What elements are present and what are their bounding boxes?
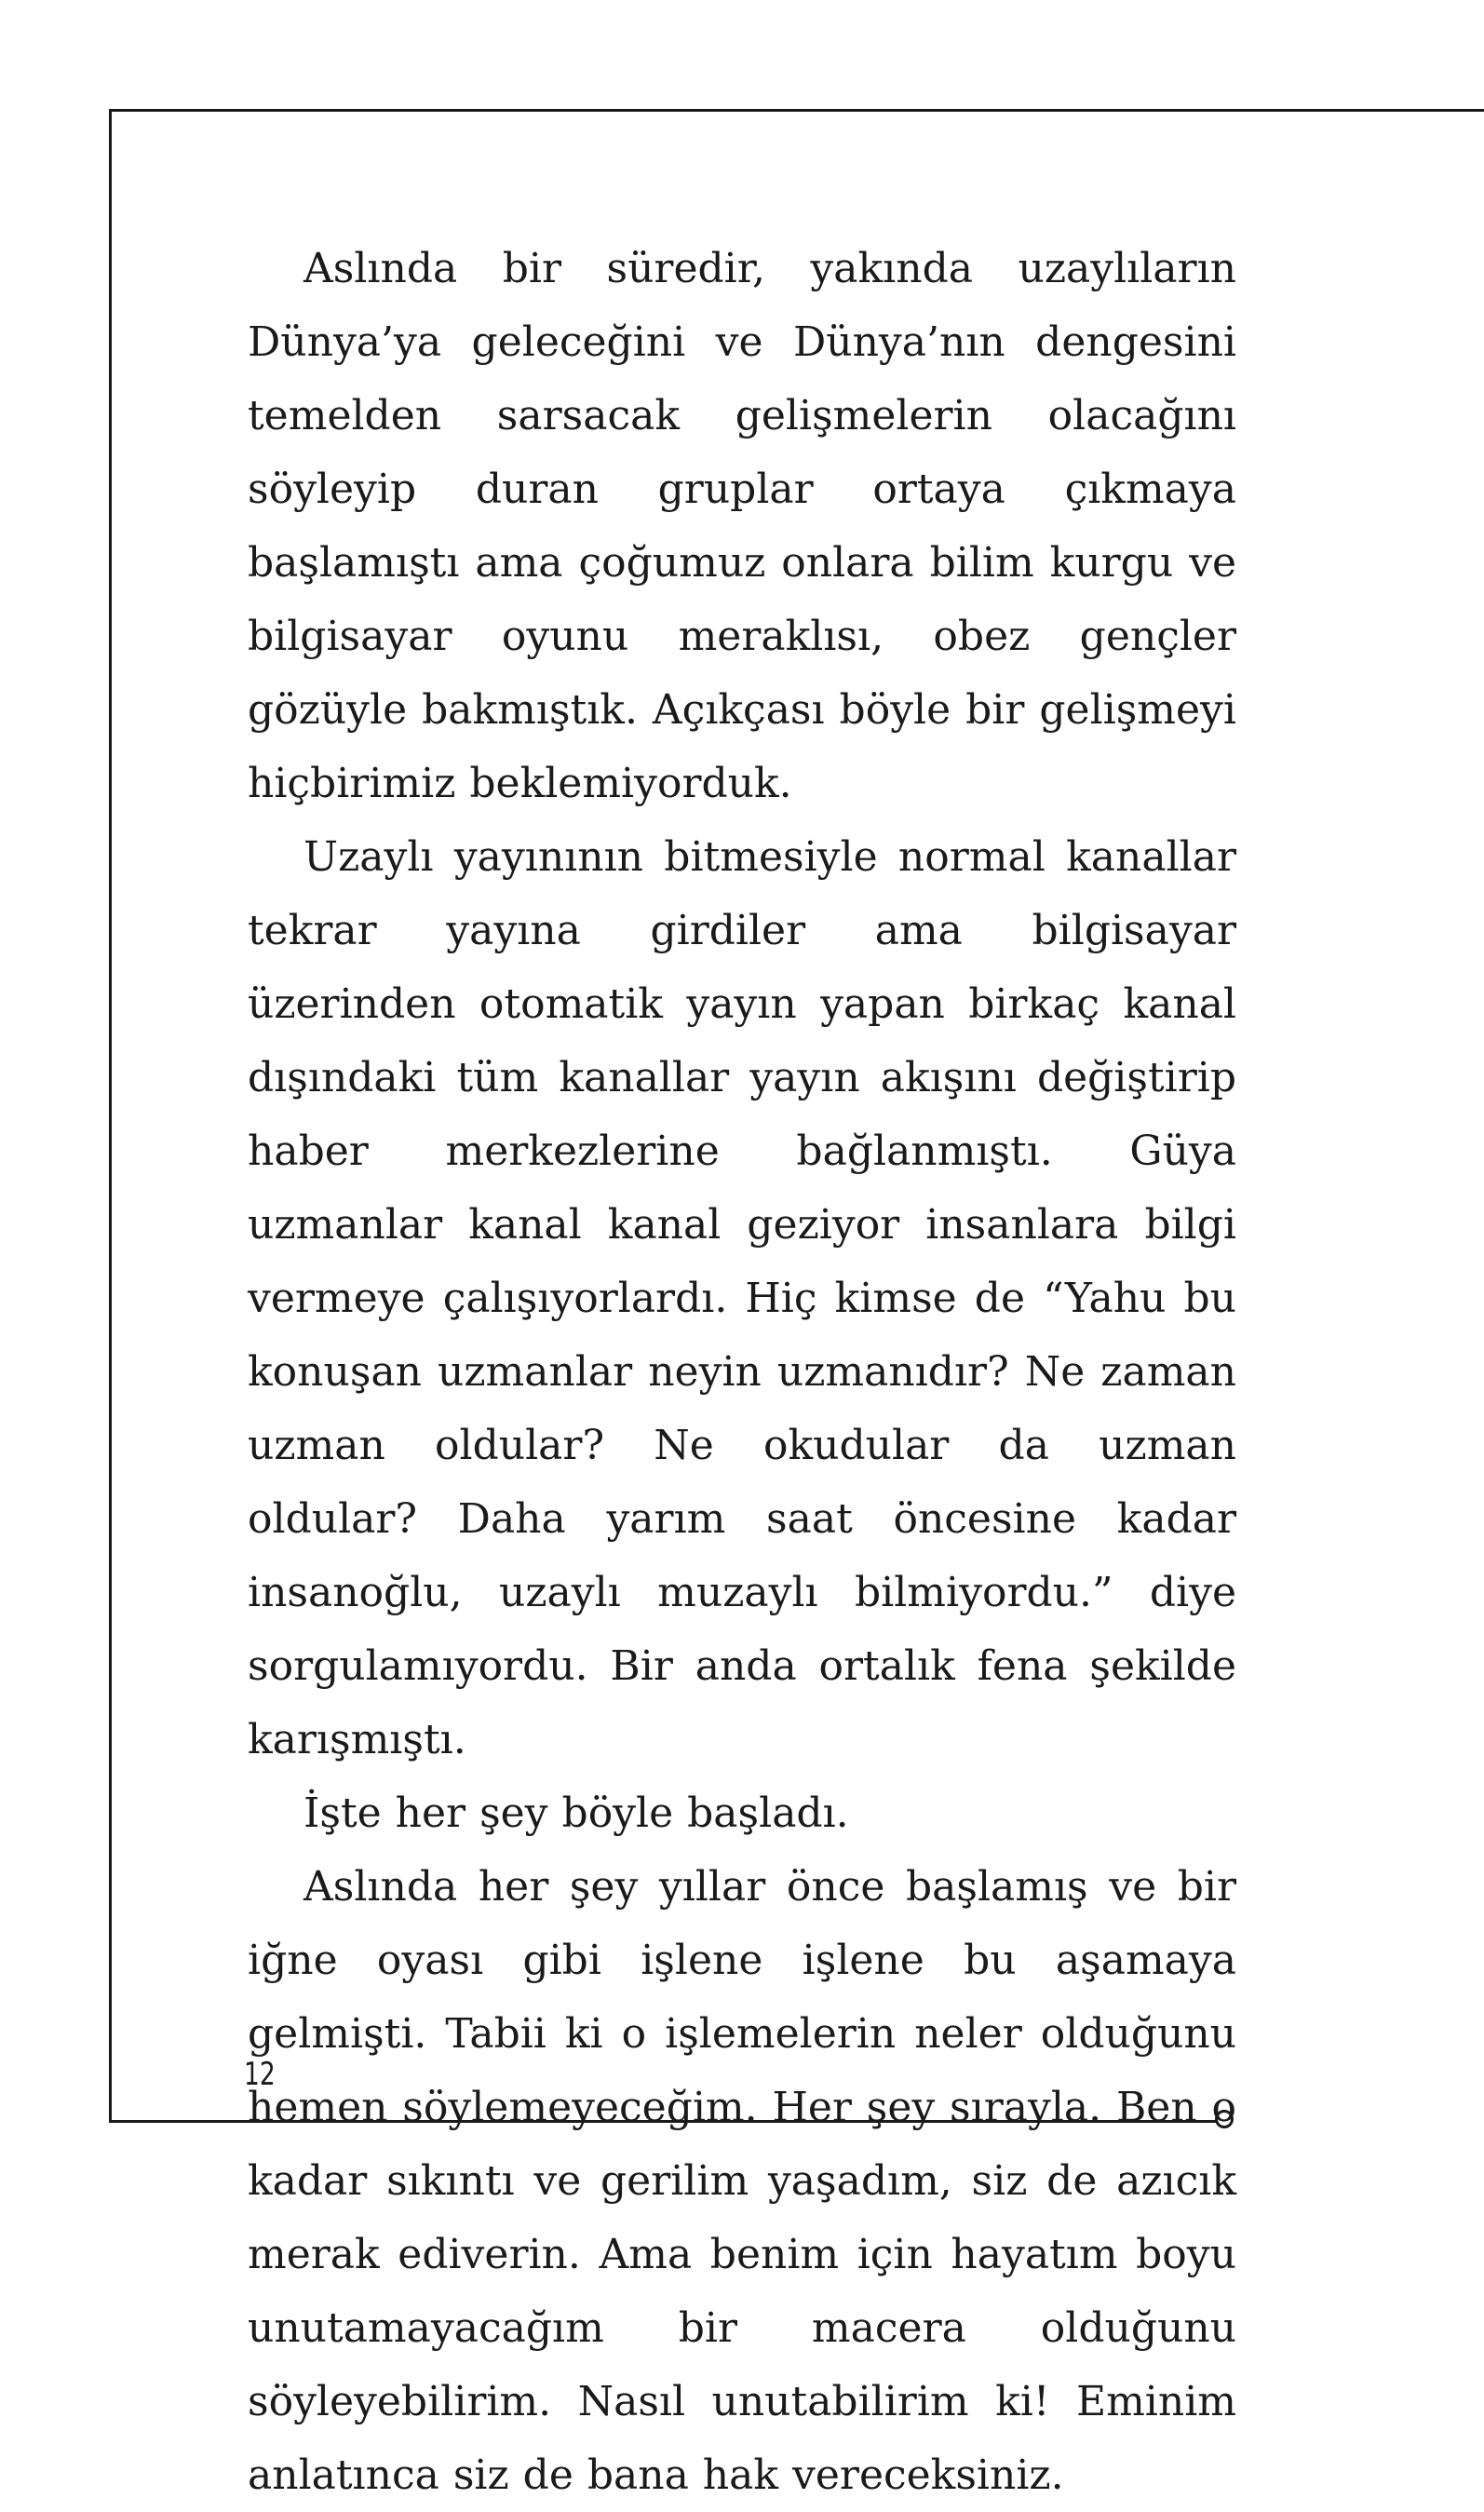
page-frame-top-rule: [109, 109, 1484, 112]
paragraph-4: Aslında her şey yıllar önce başlamış ve bir iğne oyası gibi işlene işlene bu aşamaya gelmişti. Tabii ki o işlemelerin neler olduğunu hemen söylemeyeceğim. Her şey sırayla. Ben o kadar sıkıntı ve gerilim yaşadım, siz de azıcık merak ediverin. Ama benim için hayatım boyu unutamayacağım bir macera olduğunu söyleyebilirim. Nasıl unutabilirim ki! Eminim anlatınca siz de bana hak vereceksiniz.: [248, 1863, 1236, 2499]
page-frame-left-rule: [109, 109, 112, 2122]
paragraph-1: Aslında bir süredir, yakında uzaylıların Dünya’ya geleceğini ve Dünya’nın dengesini temelden sarsacak gelişmelerin olacağını söyleyip duran gruplar ortaya çıkmaya başlamıştı ama çoğumuz onlara bilim kurgu ve bilgisayar oyunu meraklısı, obez gençler gözüyle bakmıştık. Açıkçası böyle bir gelişmeyi hiçbirimiz beklemiyorduk.: [248, 245, 1236, 807]
body-text: [248, 232, 1236, 2512]
paragraph-2: Uzaylı yayınının bitmesiyle normal kanallar tekrar yayına girdiler ama bilgisayar üzerinden otomatik yayın yapan birkaç kanal dışındaki tüm kanallar yayın akışını değiştirip haber merkezlerine bağlanmıştı. Güya uzmanlar kanal kanal geziyor insanlara bilgi vermeye çalışıyorlardı. Hiç kimse de “Yahu bu konuşan uzmanlar neyin uzmanıdır? Ne zaman uzman oldular? Ne okudular da uzman oldular? Daha yarım saat öncesine kadar insanoğlu, uzaylı muzaylı bilmiyordu.” diye sorgulamıyordu. Bir anda ortalık fena şekilde karışmıştı.: [248, 833, 1236, 1763]
page-number: 12: [244, 2056, 276, 2093]
paragraph-3: İşte her şey böyle başladı.: [304, 1789, 849, 1837]
